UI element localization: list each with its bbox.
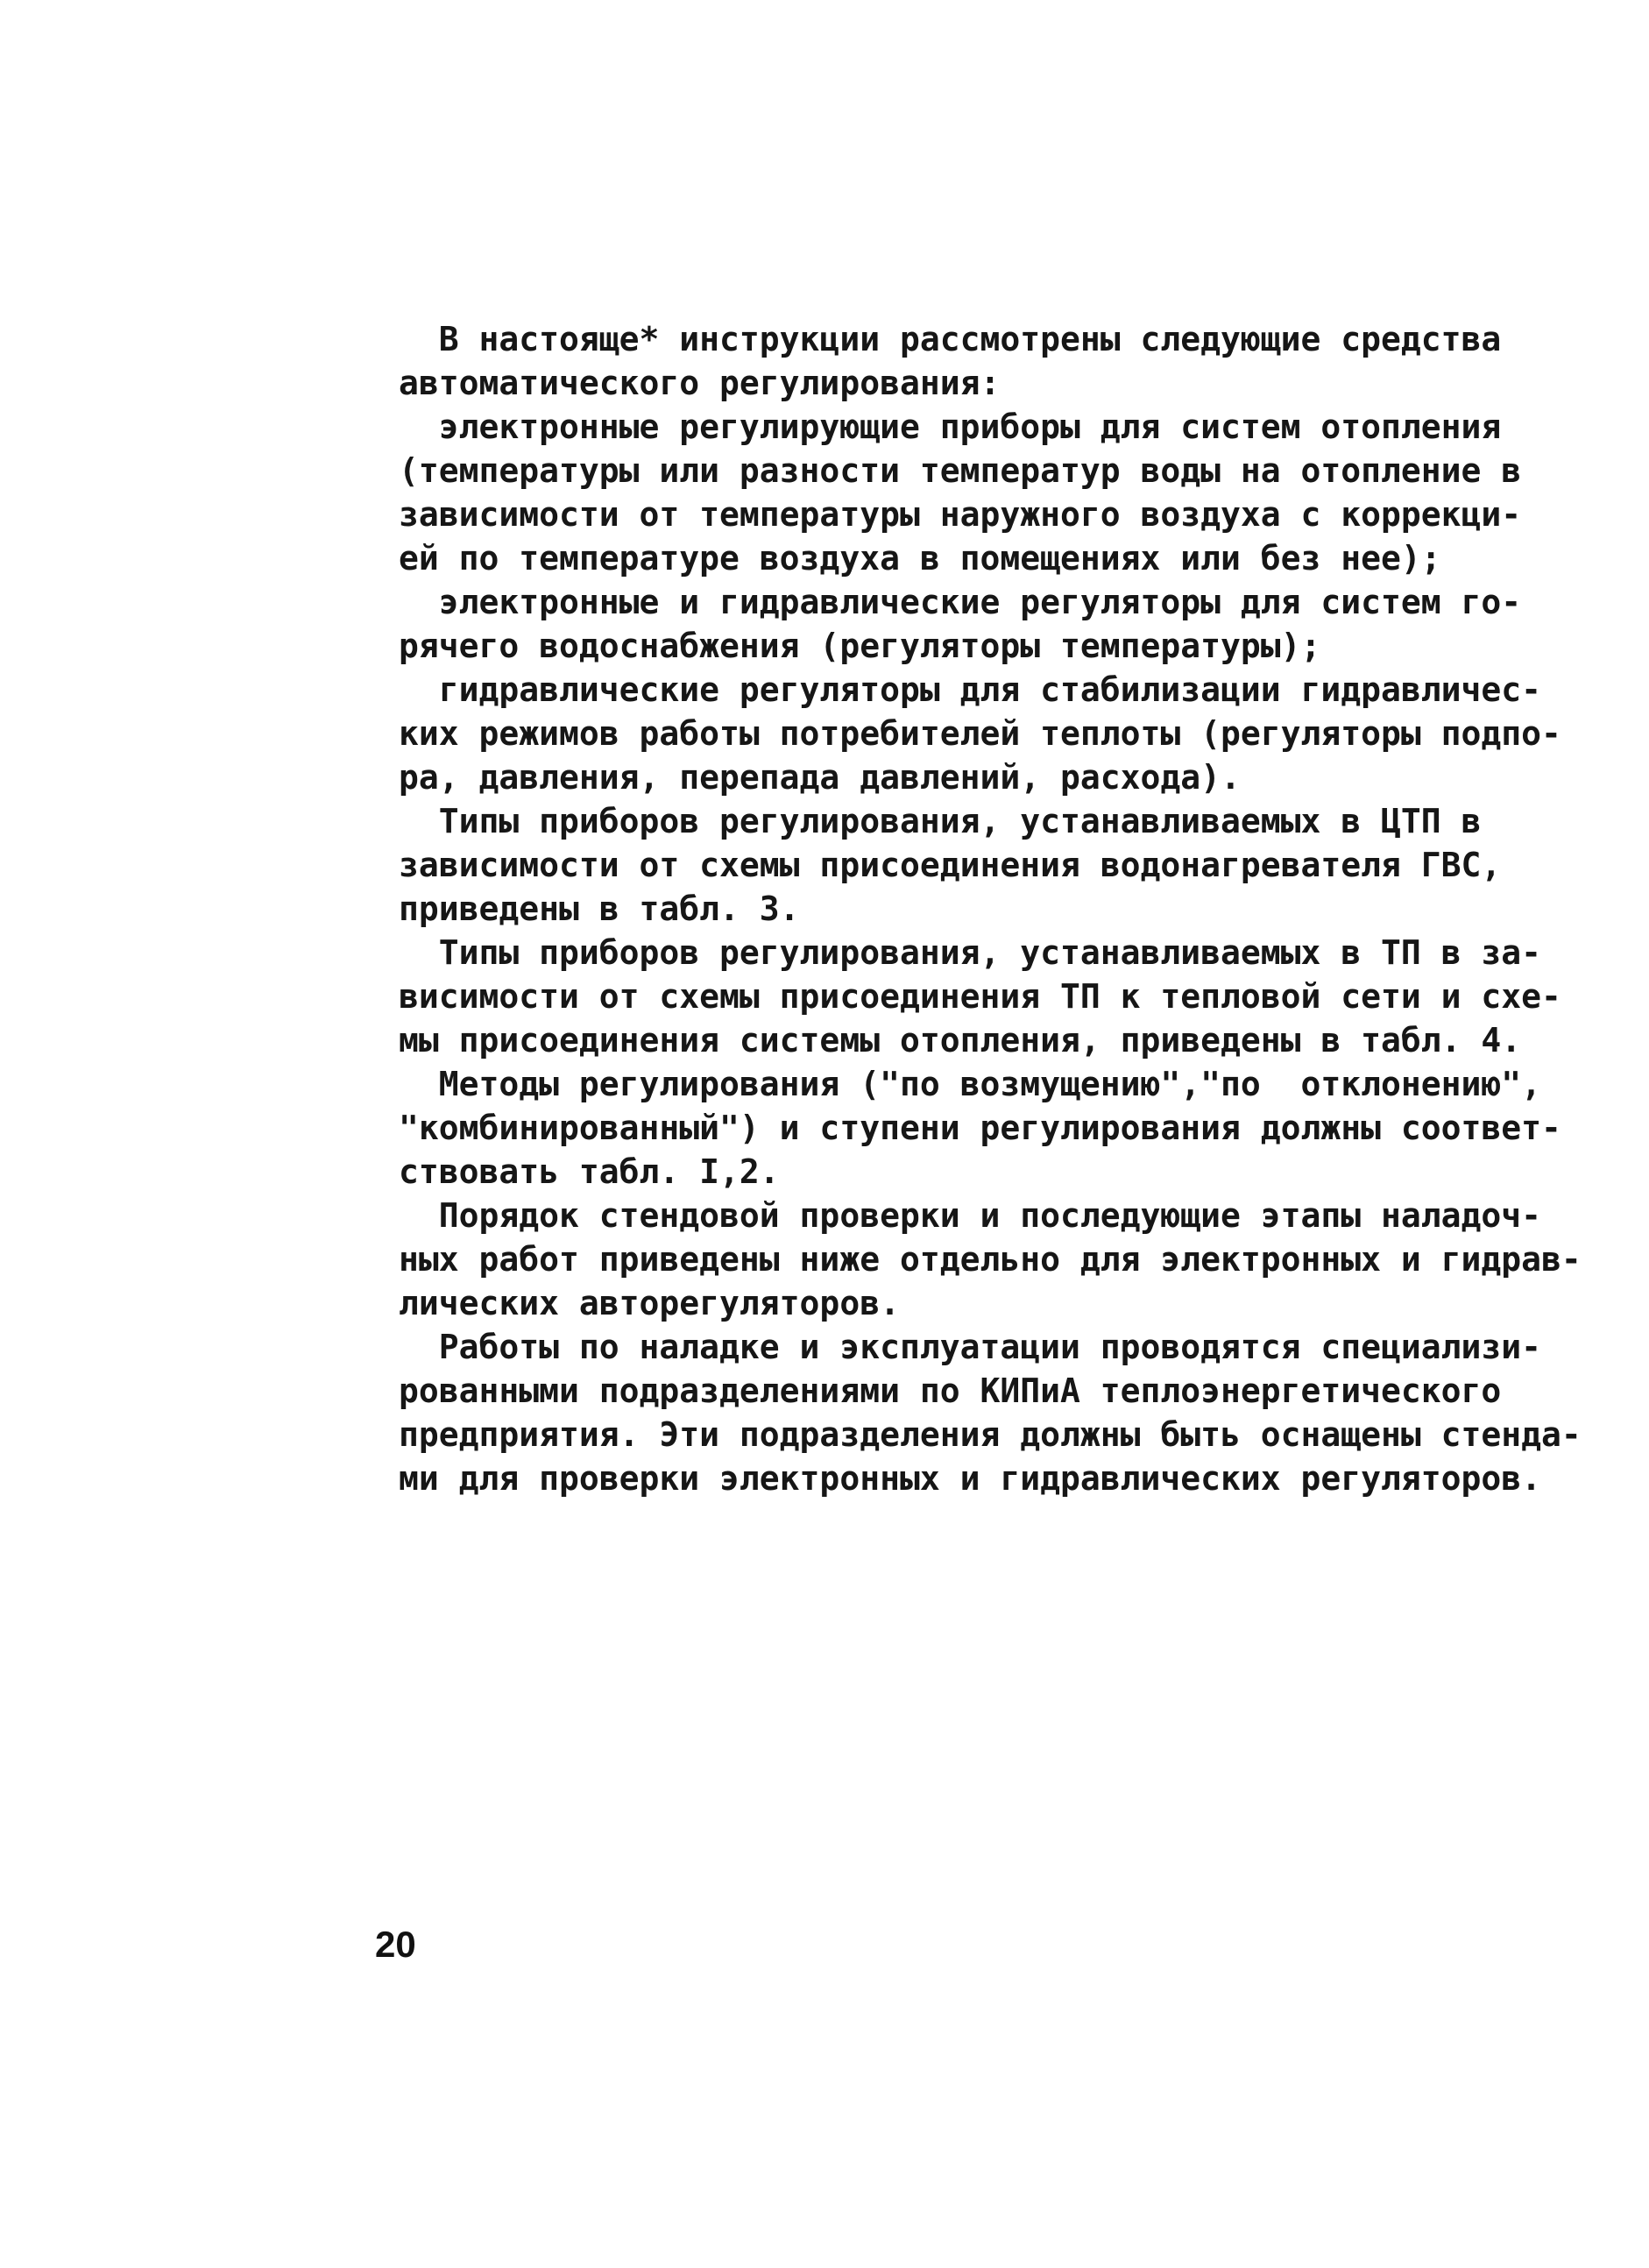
- text-line: рячего водоснабжения (регуляторы температуры);: [399, 627, 1321, 665]
- text-line: ких режимов работы потребителей теплоты (регуляторы подпо-: [399, 714, 1561, 753]
- text-line: рованными подразделениями по КИПиА теплоэнергетического: [399, 1371, 1502, 1410]
- text-line: автоматического регулирования:: [399, 364, 1001, 402]
- text-line: Порядок стендовой проверки и последующие этапы наладоч-: [399, 1196, 1542, 1235]
- text-line: лических авторегуляторов.: [399, 1284, 900, 1322]
- text-line: ствовать табл. I,2.: [399, 1152, 780, 1191]
- text-line: гидравлические регуляторы для стабилизации гидравличес-: [399, 670, 1542, 709]
- text-line: "комбинированный") и ступени регулирования должны соответ-: [399, 1109, 1561, 1147]
- text-line: Типы приборов регулирования, устанавливаемых в ТП в за-: [399, 933, 1542, 972]
- text-line: мы присоединения системы отопления, приведены в табл. 4.: [399, 1021, 1522, 1060]
- text-line: электронные и гидравлические регуляторы для систем го-: [399, 583, 1522, 621]
- text-line: зависимости от температуры наружного воздуха с коррекци-: [399, 495, 1522, 534]
- text-line: электронные регулирующие приборы для систем отопления: [399, 408, 1502, 446]
- text-line: висимости от схемы присоединения ТП к тепловой сети и схе-: [399, 977, 1561, 1016]
- text-line: ра, давления, перепада давлений, расхода).: [399, 758, 1241, 797]
- text-line: Работы по наладке и эксплуатации проводятся специализи-: [399, 1328, 1542, 1366]
- text-line: предприятия. Эти подразделения должны быть оснащены стенда-: [399, 1415, 1582, 1454]
- text-line: ных работ приведены ниже отдельно для электронных и гидрав-: [399, 1240, 1582, 1279]
- text-line: (температуры или разности температур воды на отопление в: [399, 451, 1522, 490]
- body-text: [399, 317, 1582, 1500]
- text-line: Типы приборов регулирования, устанавливаемых в ЦТП в: [399, 802, 1482, 840]
- text-line: зависимости от схемы присоединения водонагревателя ГВС,: [399, 846, 1502, 884]
- text-line: В настояще* инструкции рассмотрены следующие средства: [399, 320, 1502, 358]
- text-line: Методы регулирования ("по возмущению","по отклонению",: [399, 1065, 1542, 1103]
- text-line: ми для проверки электронных и гидравлических регуляторов.: [399, 1459, 1542, 1498]
- page-number: 20: [375, 1924, 416, 1965]
- text-line: ей по температуре воздуха в помещениях или без нее);: [399, 539, 1441, 578]
- text-line: приведены в табл. 3.: [399, 889, 800, 928]
